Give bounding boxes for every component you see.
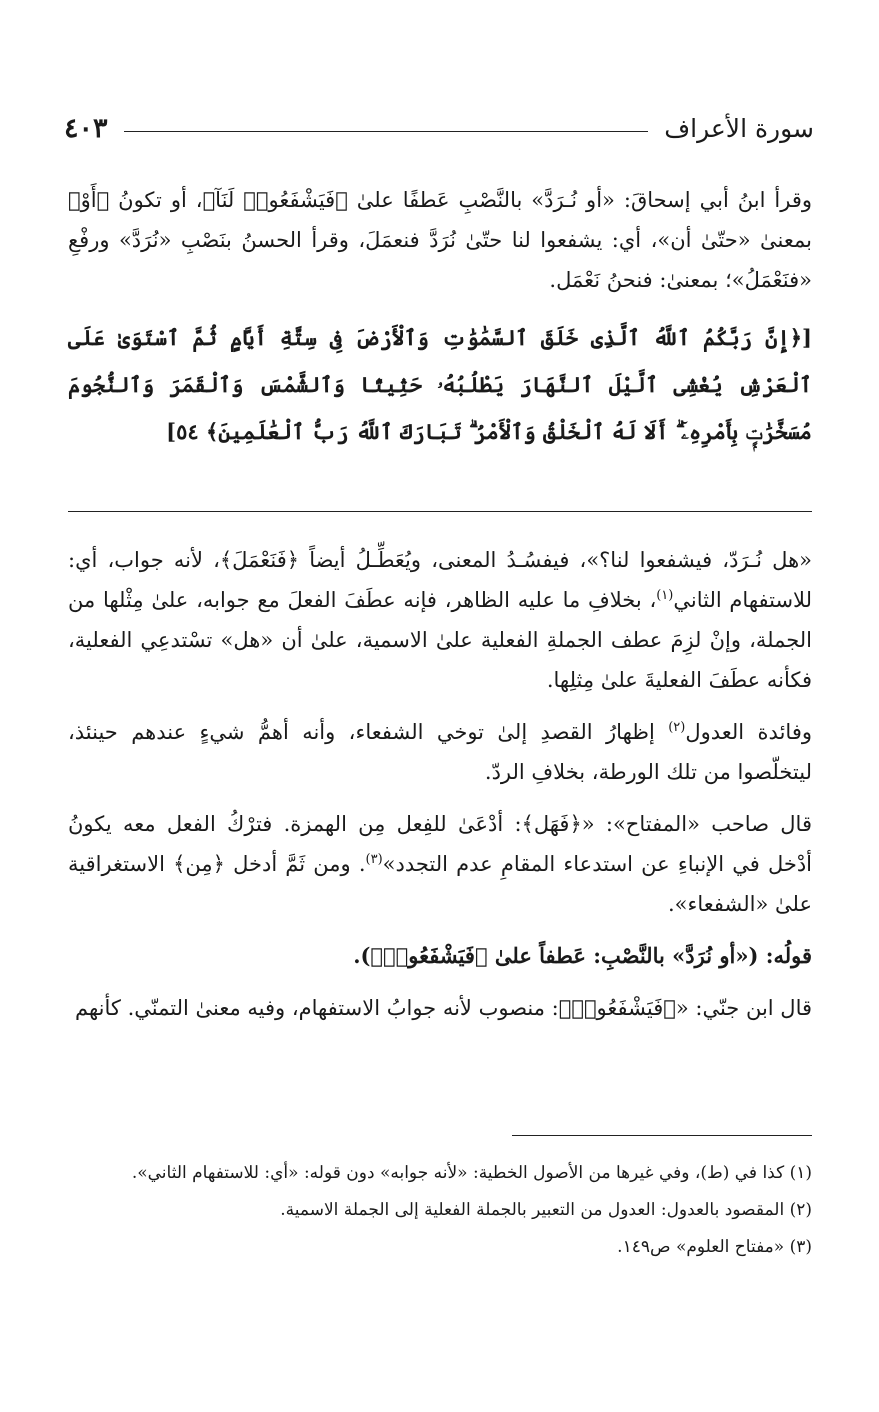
- footnote: (٣) «مفتاح العلوم» ص١٤٩.: [617, 1237, 812, 1257]
- commentary-text: وفائدة العدول: [685, 720, 812, 744]
- commentary-text: . ومن ثَمَّ أدخل ﴿مِن﴾ الاستغراقية علىٰ «الشفعاء».: [68, 852, 812, 916]
- footnotes: [68, 1155, 812, 1266]
- commentary-paragraph: [68, 712, 812, 792]
- footnote-ref: (٢): [668, 720, 686, 735]
- header-rule: [124, 131, 649, 132]
- surah-title: سورة الأعراف: [664, 113, 814, 143]
- footnote: (٢) المقصود بالعدول: العدول من التعبير بالجملة الفعلية إلى الجملة الاسمية.: [280, 1200, 812, 1220]
- commentary-block: [68, 540, 812, 1028]
- main-text-block: [68, 180, 812, 455]
- footnote-ref: (١): [656, 588, 674, 603]
- commentary-text: ، بخلافِ ما عليه الظاهر، فإنه عطَفَ الفعلَ مع جوابه، علىٰ مِثْلها من الجملة، وإنْ لزِمَ عطف الجملةِ الفعلية علىٰ الاسمية، علىٰ أن «هل» تسْتدعِي الفعلية، فكأنه عطَفَ الفعليةَ علىٰ مِثلِها.: [68, 588, 812, 692]
- page-number: ٤٠٣: [64, 112, 108, 144]
- commentary-paragraph: [68, 804, 812, 924]
- footnote-ref: (٣): [365, 852, 383, 867]
- commentary-text: «هل نُـرَدّ، فيشفعوا لنا؟»، فيفسُـدُ المعنى، ويُعَطِّـلُ أيضاً ﴿فَنَعْمَلَ﴾، لأنه جواب، أي: للاستفهام الثاني: [68, 548, 812, 612]
- section-divider: [68, 511, 812, 512]
- footnote-rule: [512, 1135, 812, 1136]
- quran-verse: [﴿إِنَّ رَبَّكُمُ ٱللَّهُ ٱلَّذِى خَلَقَ ٱلسَّمَٰوَٰتِ وَٱلْأَرْضَ فِى سِتَّةِ أَيَّامٍ ثُمَّ ٱسْتَوَىٰ عَلَى ٱلْعَرْشِ يُغْشِى ٱلَّيْلَ ٱلنَّهَارَ يَطْلُبُهُۥ حَثِيثًا وَٱلشَّمْسَ وَٱلْقَمَرَ وَٱلنُّجُومَ مُسَخَّرَٰتٍۭ بِأَمْرِهِۦٓ ۗ أَلَا لَهُ ٱلْخَلْقُ وَٱلْأَمْرُ ۗ تَبَارَكَ ٱللَّهُ رَبُّ ٱلْعَٰلَمِينَ﴾ ٥٤]: [68, 325, 812, 444]
- page-header: [64, 108, 814, 148]
- commentary-text: قال صاحب «المفتاح»: «﴿فَهَل﴾: أدْعَىٰ للفِعل مِن الهمزة. فترْكُ الفعل معه يكونُ أدْخل في الإنباءِ عن استدعاء المقامِ عدم التجدد»: [68, 812, 813, 876]
- commentary-text: إظهارُ القصدِ إلىٰ توخي الشفعاء، وأنه أهمُّ شيءٍ عندهم حينئذ، ليتخلّصوا من تلك الورطة، بخلافِ الردّ.: [68, 720, 812, 784]
- commentary-paragraph: قال ابن جنّي: «﴿فَيَشْفَعُوا۟﴾: منصوب لأنه جوابُ الاستفهام، وفيه معنىٰ التمنّي. كأنهم: [75, 996, 812, 1020]
- quoted-lemma: قولُه: («أو نُرَدَّ» بالنَّصْبِ: عَطفاً علىٰ ﴿فَيَشْفَعُوا۟﴾).: [353, 943, 812, 968]
- footnote: (١) كذا في (ط)، وفي غيرها من الأصول الخطية: «لأنه جوابه» دون قوله: «أي: للاستفهام الثاني».: [131, 1163, 812, 1183]
- commentary-paragraph: [68, 540, 812, 700]
- main-paragraph: وقرأ ابنُ أبي إسحاقَ: «أو نُـرَدَّ» بالنَّصْبِ عَطفًا علىٰ ﴿فَيَشْفَعُوا۟ لَنَآ﴾، أو تكونُ ﴿أَوْ﴾ بمعنىٰ «حتّىٰ أن»، أي: يشفعوا لنا حتّىٰ نُرَدَّ فنعمَلَ، وقرأ الحسنُ بنَصْبِ «نُرَدَّ» ورفْعِ «فنَعْمَلُ»؛ بمعنىٰ: فنحنُ نَعْمَل.: [68, 188, 812, 292]
